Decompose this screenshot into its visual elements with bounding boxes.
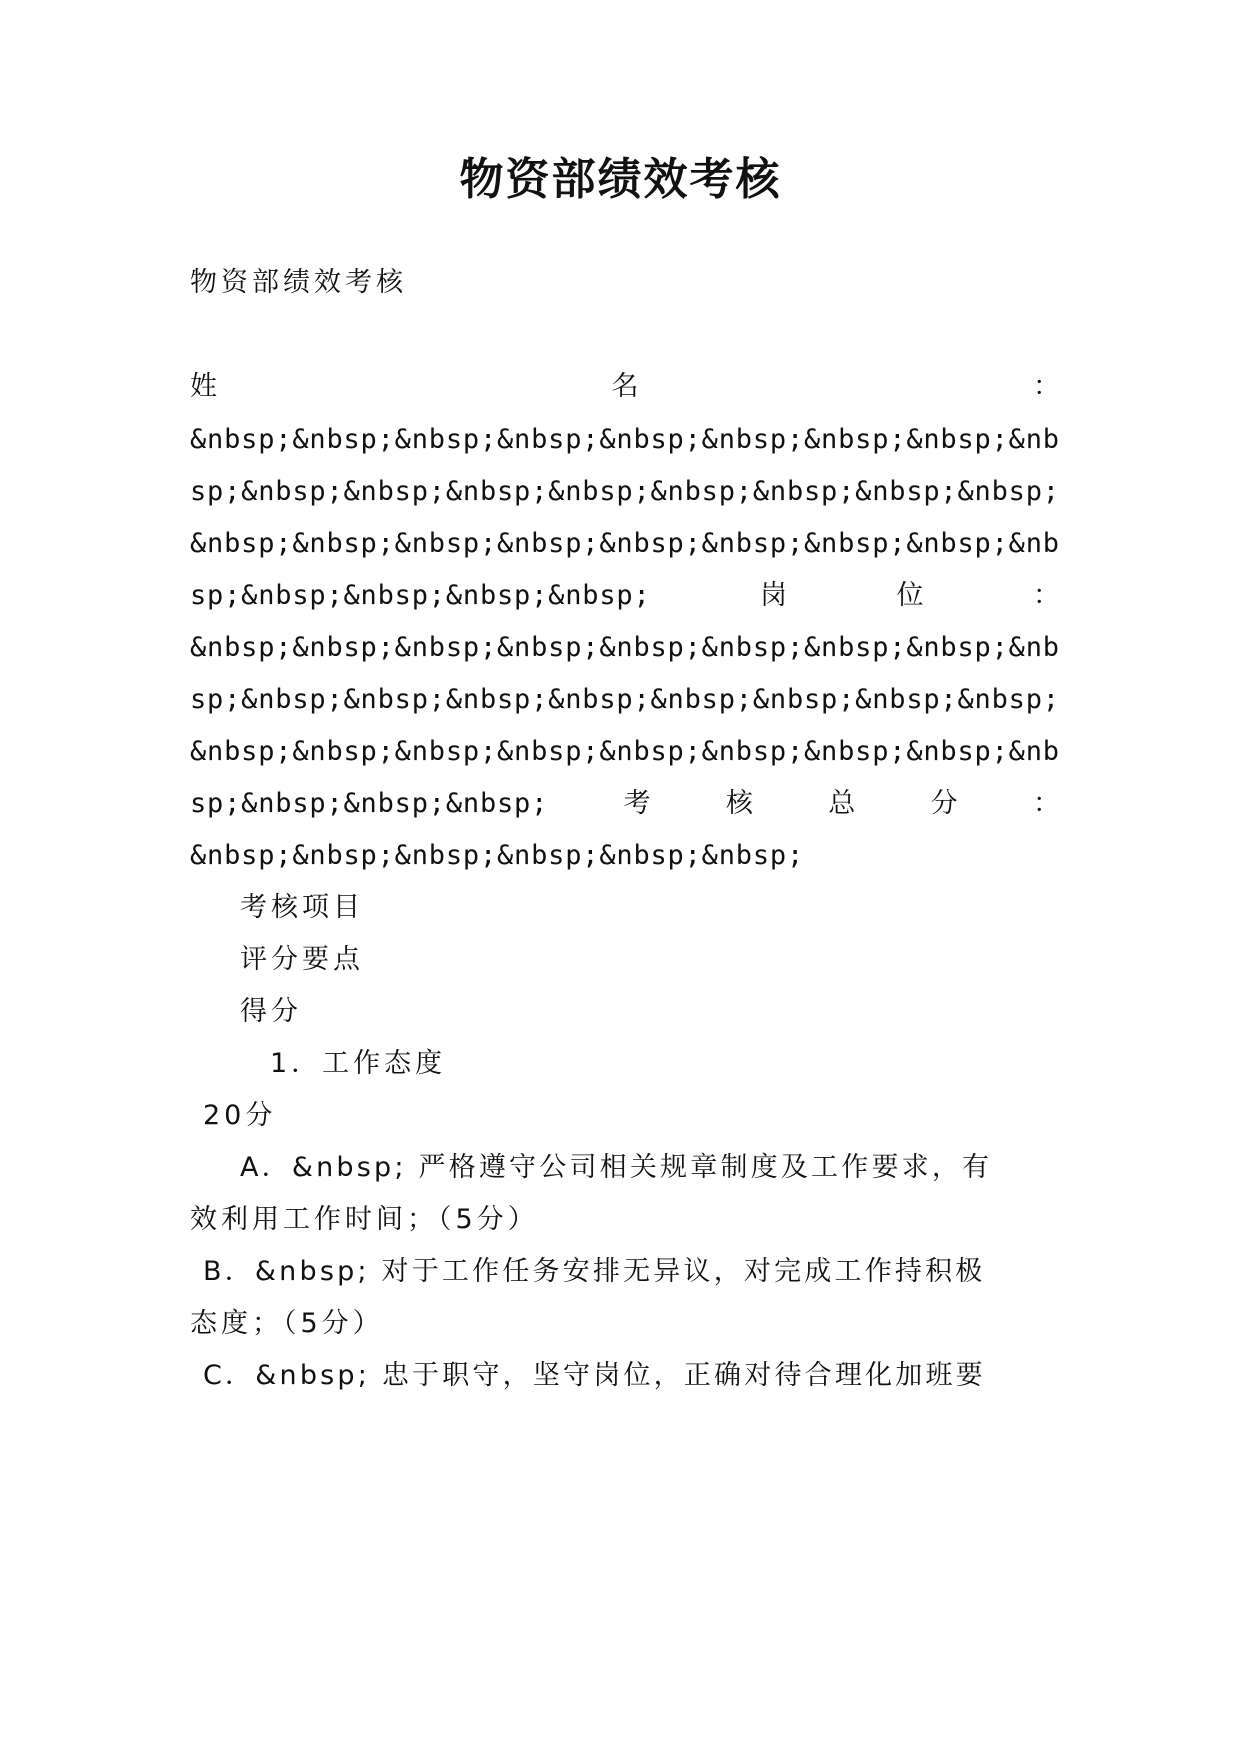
table-header-score: 得分 <box>240 996 302 1027</box>
total-score-label-char-4: 分 <box>930 788 958 819</box>
blank-entity-line: &nbsp;&nbsp;&nbsp;&nbsp;&nbsp;&nbsp;&nbsp;&nbsp;&nb <box>190 424 1060 455</box>
total-score-label-char-2: 核 <box>725 788 753 819</box>
table-header-scoring-points: 评分要点 <box>240 944 364 975</box>
document-subtitle: 物资部绩效考核 <box>190 267 407 298</box>
document-title: 物资部绩效考核 <box>459 154 782 205</box>
name-label-colon: ： <box>1033 371 1060 402</box>
total-score-field-row <box>190 784 1060 824</box>
name-label-char-2: 名 <box>611 371 639 402</box>
total-score-label-char-1: 考 <box>623 788 651 819</box>
section-heading-work-attitude: 1．工作态度 <box>270 1048 447 1079</box>
total-score-label-colon: ： <box>1032 788 1060 819</box>
blank-entity-line: &nbsp;&nbsp;&nbsp;&nbsp;&nbsp;&nbsp;&nbsp;&nbsp;&nb <box>190 632 1060 663</box>
section-score: 20分 <box>203 1100 277 1131</box>
blank-entity-line: sp;&nbsp;&nbsp;&nbsp;&nbsp;&nbsp;&nbsp;&nbsp;&nbsp; <box>190 476 1060 507</box>
blank-entity-line: sp;&nbsp;&nbsp;&nbsp;&nbsp;&nbsp;&nbsp;&nbsp;&nbsp; <box>190 684 1060 715</box>
criterion-a-line: A．&nbsp; 严格遵守公司相关规章制度及工作要求，有 <box>240 1152 993 1183</box>
criterion-a-line: 效利用工作时间；（5分） <box>190 1204 539 1235</box>
criterion-c-line: C．&nbsp; 忠于职守，坚守岗位，正确对待合理化加班要 <box>203 1360 986 1391</box>
blank-entity-segment: sp;&nbsp;&nbsp;&nbsp; <box>190 788 549 819</box>
position-label-colon: ： <box>1033 580 1060 611</box>
name-label-char-1: 姓 <box>190 371 217 402</box>
criterion-b-line: 态度；（5分） <box>190 1308 384 1339</box>
blank-entity-line: &nbsp;&nbsp;&nbsp;&nbsp;&nbsp;&nbsp;&nbsp;&nbsp;&nb <box>190 736 1060 767</box>
blank-entity-line: &nbsp;&nbsp;&nbsp;&nbsp;&nbsp;&nbsp; <box>190 840 804 871</box>
total-score-label-char-3: 总 <box>828 788 856 819</box>
position-label-char-2: 位 <box>896 580 924 611</box>
position-label-char-1: 岗 <box>760 580 787 611</box>
position-field-row <box>190 576 1060 616</box>
blank-entity-segment: sp;&nbsp;&nbsp;&nbsp;&nbsp; <box>190 580 651 611</box>
blank-entity-line: &nbsp;&nbsp;&nbsp;&nbsp;&nbsp;&nbsp;&nbsp;&nbsp;&nb <box>190 528 1060 559</box>
name-field-row <box>190 367 1060 407</box>
table-header-assessment-item: 考核项目 <box>240 892 364 923</box>
criterion-b-line: B．&nbsp; 对于工作任务安排无异议，对完成工作持积极 <box>203 1256 986 1287</box>
